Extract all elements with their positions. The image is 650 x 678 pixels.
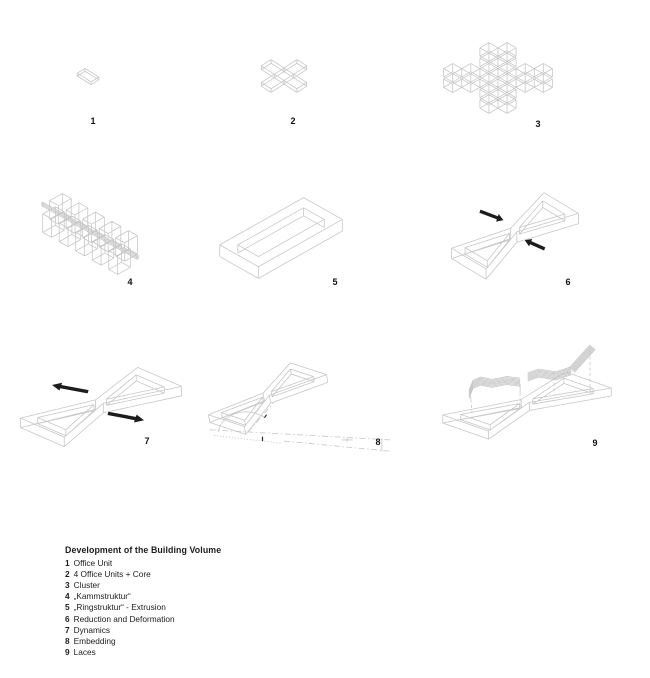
cluster-diagram (441, 40, 555, 116)
legend-item-number: 3 (65, 579, 70, 590)
figure-number-2: 2 (290, 116, 296, 126)
legend-item (65, 602, 221, 613)
legend-item (65, 569, 221, 580)
figure-number-6: 6 (565, 277, 571, 287)
legend-item-label: Office Unit (73, 557, 113, 568)
legend-item-number: 6 (65, 613, 70, 624)
legend-item-number: 2 (65, 568, 70, 579)
figure-number-8: 8 (375, 437, 381, 447)
reduction-deformation-diagram (448, 189, 582, 283)
legend-item (65, 625, 221, 636)
legend-item (65, 591, 221, 602)
legend (65, 545, 221, 658)
legend-item-number: 5 (65, 602, 70, 613)
figure-number-3: 3 (535, 119, 541, 129)
figure-number-5: 5 (332, 277, 338, 287)
legend-title: Development of the Building Volume (65, 545, 222, 555)
kammstruktur-diagram (38, 190, 142, 278)
legend-item (65, 647, 221, 658)
legend-item-label: Cluster (73, 579, 100, 590)
four-units-core-diagram (259, 57, 309, 95)
legend-item-label: „Ringstruktur“ - Extrusion (73, 602, 166, 613)
laces-diagram (438, 342, 616, 442)
legend-item-label: Embedding (73, 635, 116, 646)
legend-item (65, 636, 221, 647)
figure-number-4: 4 (127, 277, 133, 287)
legend-item-number: 8 (65, 635, 70, 646)
legend-item-label: Laces (73, 647, 96, 658)
legend-item-number: 1 (65, 557, 70, 568)
legend-item-label: 4 Office Units + Core (73, 568, 151, 579)
figure-number-1: 1 (90, 116, 96, 126)
figure-number-7: 7 (144, 436, 150, 446)
legend-item-label: „Kammstruktur“ (73, 591, 131, 602)
ringstruktur-diagram (216, 194, 346, 282)
legend-item (65, 614, 221, 625)
legend-item-number: 4 (65, 591, 70, 602)
legend-item (65, 580, 221, 591)
office-unit-diagram (75, 66, 101, 87)
legend-item-number: 7 (65, 624, 70, 635)
legend-item-number: 9 (65, 647, 70, 658)
legend-item-label: Dynamics (73, 624, 111, 635)
legend-item-label: Reduction and Deformation (73, 613, 175, 624)
legend-item (65, 558, 221, 569)
embedding-diagram (205, 360, 395, 454)
figure-number-9: 9 (592, 438, 598, 448)
dynamics-diagram (16, 364, 186, 450)
